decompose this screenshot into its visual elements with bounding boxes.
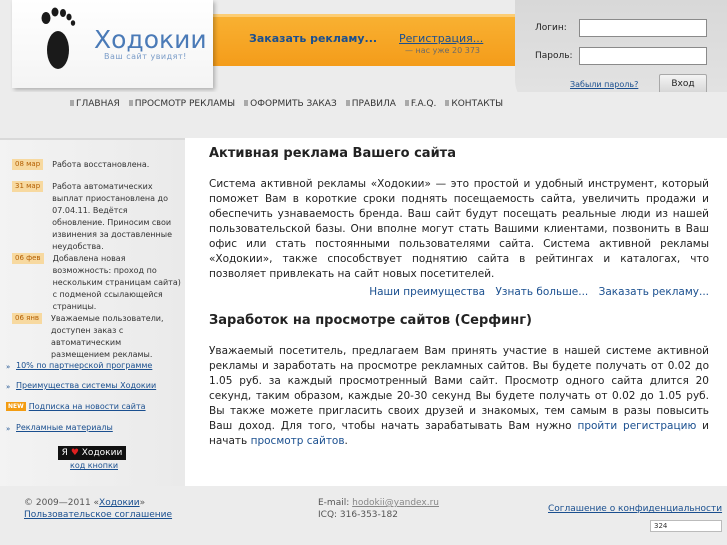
sidebar: [0, 138, 185, 486]
news-date: 08 мар: [12, 159, 43, 170]
logo-title: Ходокии: [94, 25, 207, 54]
section-links: [209, 286, 709, 298]
logo[interactable]: [12, 0, 213, 88]
register-inline-link[interactable]: пройти регистрацию: [577, 420, 697, 432]
nav-bullet-icon: [244, 100, 248, 106]
news-date: 06 янв: [12, 313, 42, 324]
i-love-hodokii-button[interactable]: [58, 446, 126, 460]
section-text-active-ads: Система активной рекламы «Ходокии» — это простой и удобный инструмент, который поможет Вам в короткие сроки поднять посещаемость сайта, увеличить продажи и обеспечить узнаваемость бренда. Ваш сайт будут посещать реальные люди из нашей пользовательской базы. Они вполне могут стать Вашими клиентами, позвонить в Ваш офис или стать постоянными пользователями сайта. Система активной рекламы «Ходокии», также способствует поднятию сайта в рейтингах и каталогах, что позволяет привлекать на сайт новых посетителей.: [209, 178, 709, 280]
button-code-link[interactable]: код кнопки: [70, 461, 119, 470]
nav-bullet-icon: [70, 100, 74, 106]
advantages-label[interactable]: Преимущества системы Ходокии: [16, 381, 157, 390]
registration-link[interactable]: Регистрация...: [399, 32, 484, 45]
login-label: Логин:: [535, 23, 567, 33]
news-text: Работа автоматических выплат приостановлена до 07.04.11. Ведётся обновление. Приносим свои извинения за доставленные неудобства.: [52, 182, 172, 251]
email-line: [318, 498, 439, 508]
news-date: 31 мар: [12, 181, 43, 192]
footer: [0, 486, 727, 545]
password-input[interactable]: [579, 47, 707, 65]
main-content: [209, 146, 709, 449]
nav-item-label: ПРОСМОТР РЕКЛАМЫ: [134, 99, 236, 109]
login-button[interactable]: Вход: [659, 74, 707, 94]
nav-item-faq[interactable]: [405, 99, 436, 109]
nav-bullet-icon: [405, 100, 409, 106]
login-input[interactable]: [579, 19, 707, 37]
news-text: Добавлена новая возможность: проход по нескольким страницам сайта) с подменой ссылающейся страницы.: [52, 254, 181, 311]
new-badge: NEW: [8, 403, 24, 410]
forgot-password-link[interactable]: Забыли пароль?: [570, 80, 639, 89]
ilove-name: Ходокии: [81, 448, 123, 458]
order-ad-main-link[interactable]: Заказать рекламу...: [598, 286, 709, 298]
footprint-icon: [38, 6, 78, 72]
copyright-link[interactable]: Ходокии: [99, 498, 140, 508]
order-ad-link[interactable]: Заказать рекламу...: [249, 32, 378, 45]
email-link[interactable]: hodokii@yandex.ru: [352, 498, 439, 508]
visit-counter[interactable]: 324: [650, 520, 722, 532]
news-item: [12, 313, 182, 361]
heart-icon: ♥: [70, 448, 79, 458]
section-title-active-ads: Активная реклама Вашего сайта: [209, 146, 456, 161]
ad-materials-link[interactable]: [6, 423, 113, 432]
our-advantages-link[interactable]: Наши преимущества: [369, 286, 486, 298]
nav-bullet-icon: [445, 100, 449, 106]
ilove-prefix: Я: [61, 448, 68, 458]
nav-bullet-icon: [129, 100, 133, 106]
user-agreement-link[interactable]: Пользовательское соглашение: [24, 510, 173, 520]
ad-materials-label[interactable]: Рекламные материалы: [16, 423, 113, 432]
nav-item-label: ГЛАВНАЯ: [76, 99, 120, 109]
subscribe-link[interactable]: [6, 402, 146, 411]
partner-program-link[interactable]: [6, 361, 152, 370]
nav-item-order[interactable]: [244, 99, 337, 109]
section-title-surfing: Заработок на просмотре сайтов (Серфинг): [209, 313, 532, 328]
header: [0, 0, 727, 92]
news-item: [12, 253, 182, 313]
email-label: E-mail:: [318, 498, 353, 508]
main-nav: [0, 92, 727, 138]
surfing-text-end: .: [344, 435, 348, 447]
nav-item-view-ads[interactable]: [129, 99, 235, 109]
advantages-link[interactable]: [6, 381, 156, 390]
icq: ICQ: 316-353-182: [318, 510, 398, 520]
news-item: [12, 181, 182, 253]
copyright-suffix: »: [139, 498, 146, 508]
privacy-link[interactable]: Соглашение о конфиденциальности: [548, 504, 723, 514]
news-date: 06 фев: [12, 253, 44, 264]
nav-bullet-icon: [346, 100, 350, 106]
bullet-icon: »: [6, 382, 11, 391]
surfing-text-mid: и начать: [209, 420, 709, 447]
subscribe-label[interactable]: Подписка на новости сайта: [28, 402, 146, 411]
password-label: Пароль:: [535, 51, 573, 61]
news-item: [12, 159, 182, 171]
orange-band-highlight: [213, 14, 515, 17]
copyright-prefix: © 2009—2011 «: [24, 498, 100, 508]
nav-item-rules[interactable]: [346, 99, 396, 109]
nav-item-home[interactable]: [70, 99, 120, 109]
copyright: [24, 498, 145, 508]
nav-item-label: КОНТАКТЫ: [451, 99, 504, 109]
nav-item-contacts[interactable]: [445, 99, 503, 109]
surfing-text: Уважаемый посетитель, предлагаем Вам принять участие в нашей системе активной рекламы и заработать на просмотре рекламных сайтов. Вы будете получать от 0.02 до 1.05 руб. за каждый просмотренный Вами сайт. Просмотр одного сайта длится 20 секунд, таким образом, каждые 20-30 секунд Вы будете получать от 0.02 до 1.05 руб. Вы также можете пригласить своих друзей и знакомых, тем самым в разы повысить Ваш доход. Для того, чтобы начать зарабатывать Вам нужно: [209, 345, 709, 432]
nav-item-label: F.A.Q.: [410, 99, 437, 109]
view-sites-link[interactable]: просмотр сайтов: [250, 435, 345, 447]
bullet-icon: »: [6, 362, 11, 371]
nav-item-label: ОФОРМИТЬ ЗАКАЗ: [250, 99, 337, 109]
learn-more-link[interactable]: Узнать больше...: [495, 286, 589, 298]
users-count: — нас уже 20 373: [405, 46, 481, 55]
partner-program-label[interactable]: 10% по партнерской программе: [16, 361, 153, 370]
nav-list: [70, 99, 503, 109]
news-text: Уважаемые пользователи, доступен заказ с автоматическим размещением рекламы.: [51, 314, 164, 359]
news-text: Работа восстановлена.: [52, 160, 150, 169]
nav-item-label: ПРАВИЛА: [351, 99, 396, 109]
bullet-icon: »: [6, 424, 11, 433]
logo-slogan: Ваш сайт увидят!: [104, 52, 187, 61]
section-text-surfing: [209, 344, 709, 449]
